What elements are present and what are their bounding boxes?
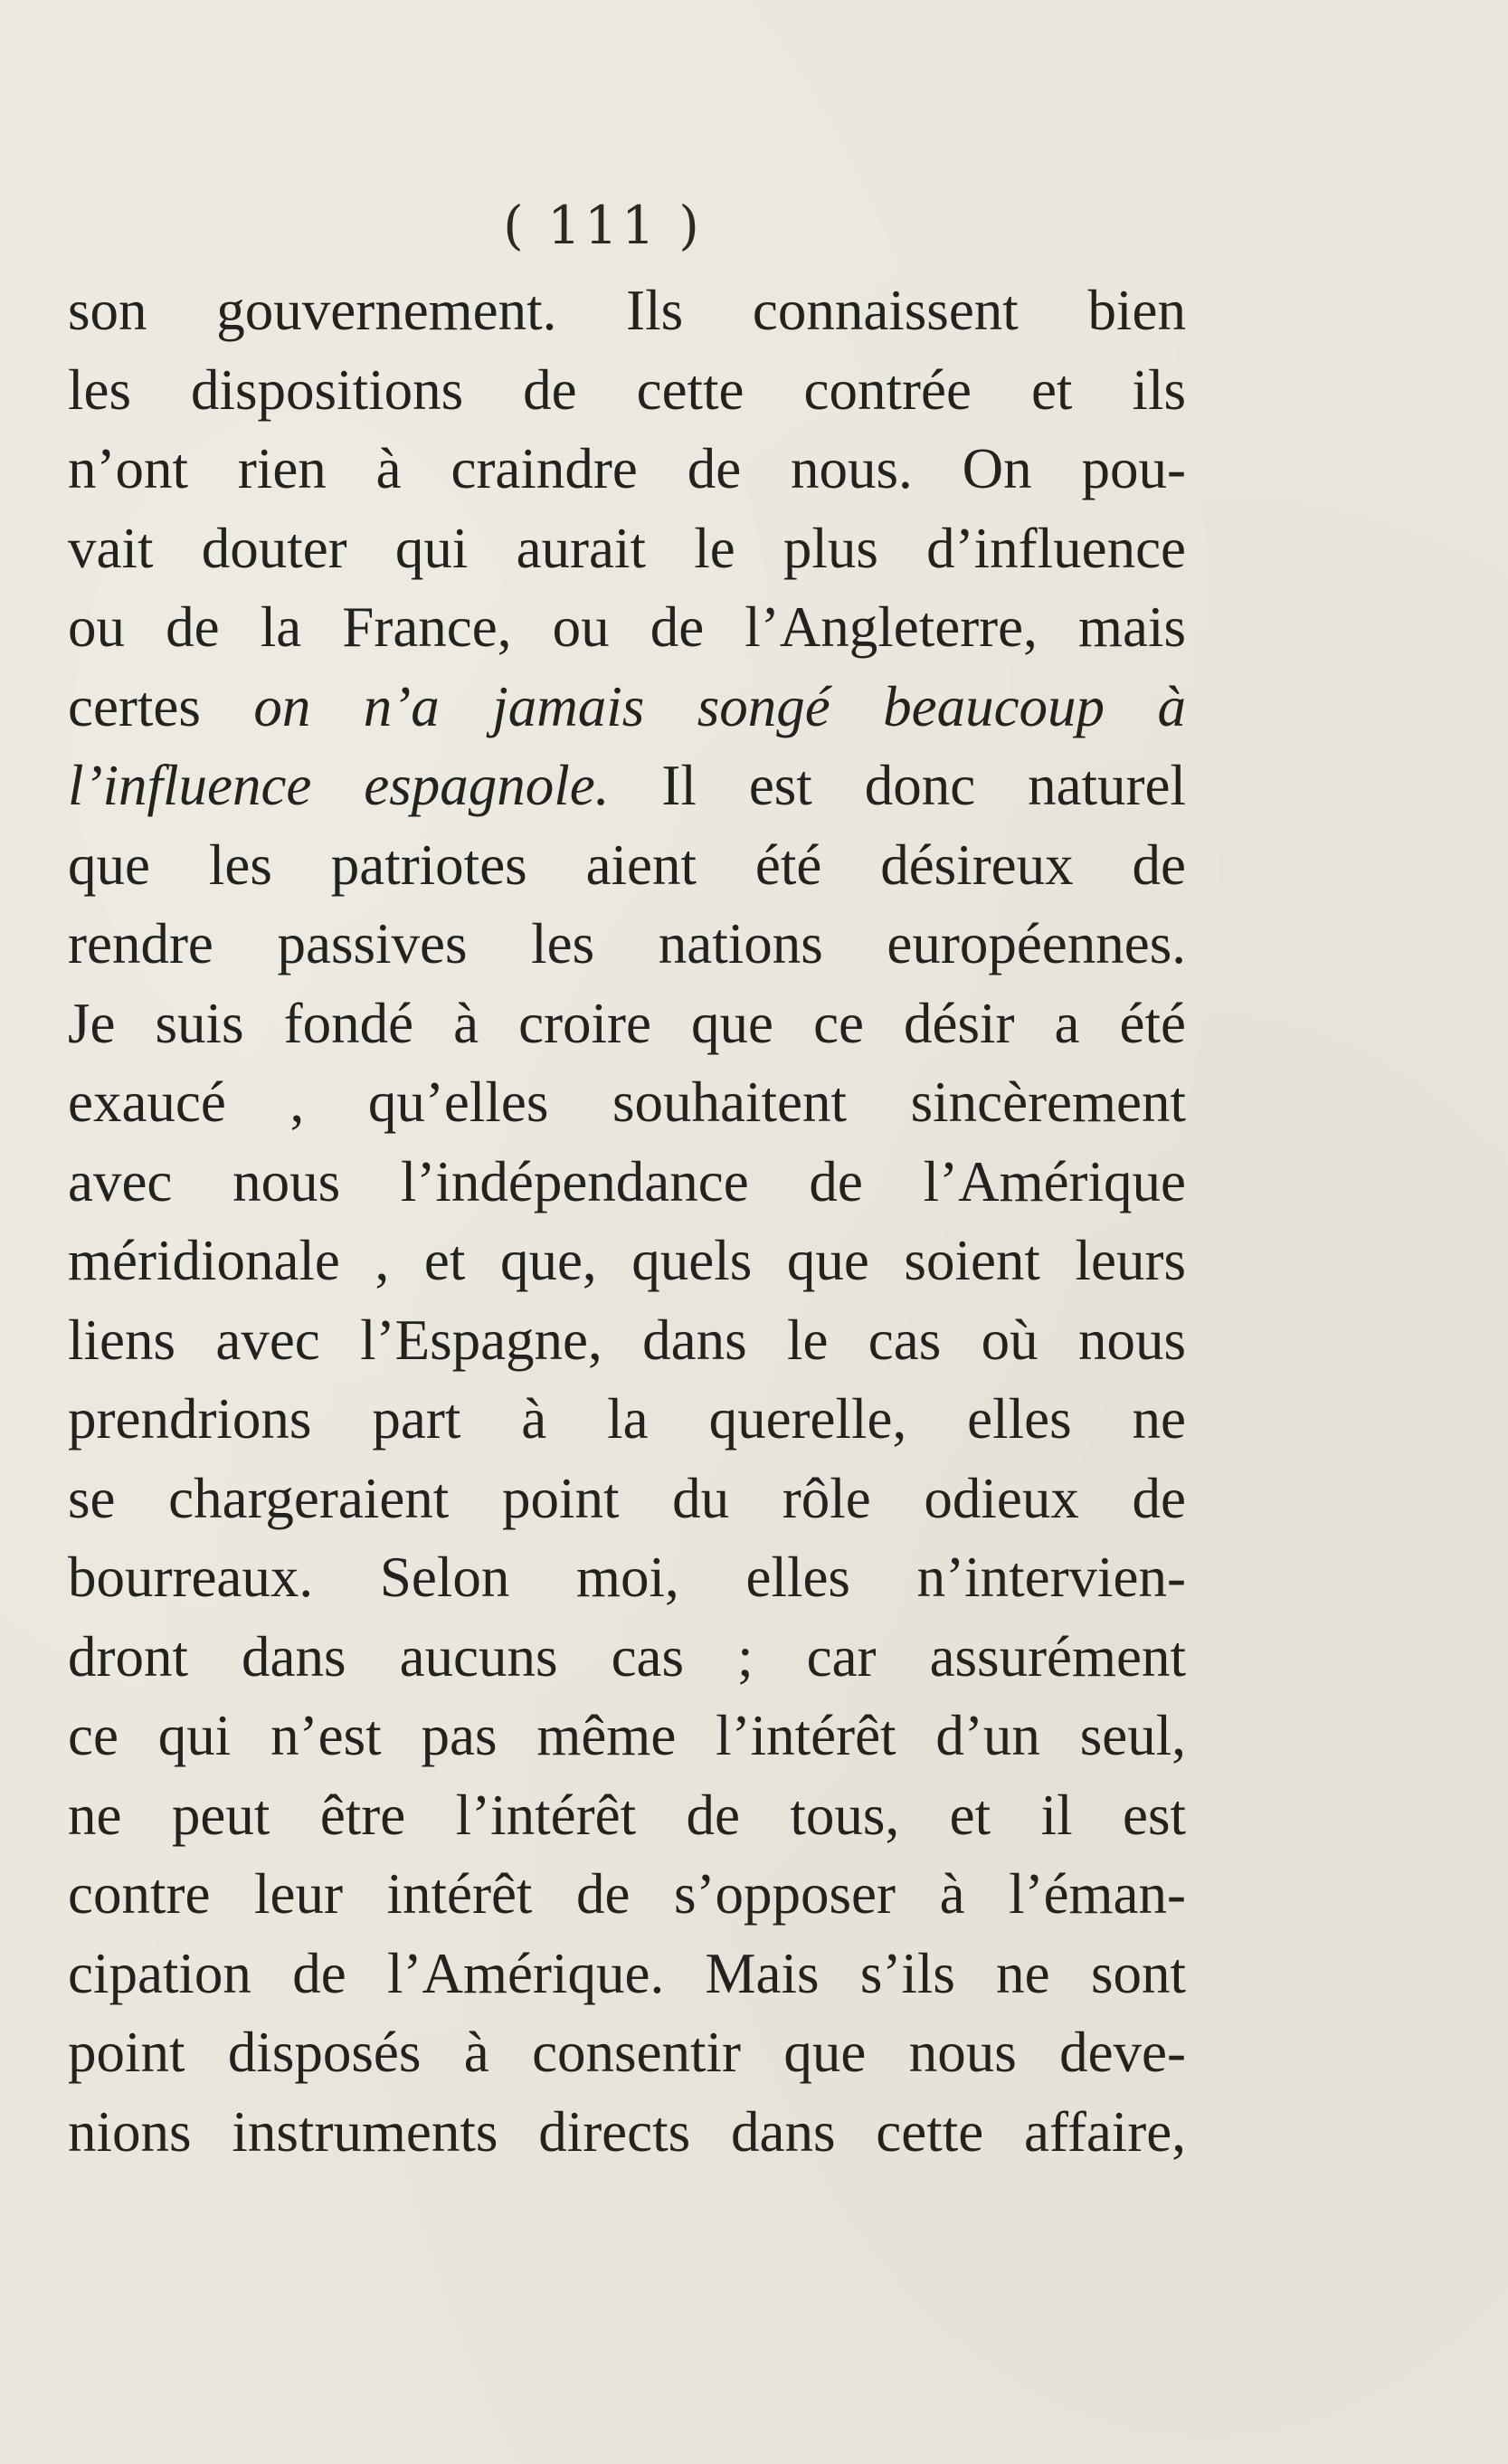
text-line: ou de la France, ou de l’Angleterre, mais bbox=[68, 595, 1186, 659]
text-line: méridionale , et que, quels que soient leurs bbox=[68, 1229, 1186, 1292]
text-line: cipation de l’Amérique. Mais s’ils ne sont bbox=[68, 1941, 1186, 2005]
text-line: liens avec l’Espagne, dans le cas où nous bbox=[68, 1308, 1186, 1372]
text-line: son gouvernement. Ils connaissent bien bbox=[68, 279, 1186, 342]
text-line: vait douter qui aurait le plus d’influence bbox=[68, 516, 1186, 580]
text-line: que les patriotes aient été désireux de bbox=[68, 832, 1186, 897]
text-line: contre leur intérêt de s’opposer à l’éman- bbox=[68, 1862, 1186, 1926]
text-line: avec nous l’indépendance de l’Amérique bbox=[68, 1149, 1186, 1213]
body-text bbox=[68, 271, 1186, 2172]
text-line: bourreaux. Selon moi, elles n’intervien- bbox=[68, 1546, 1186, 1609]
text-line: se chargeraient point du rôle odieux de bbox=[68, 1466, 1186, 1530]
text-line: Je suis fondé à croire que ce désir a été bbox=[68, 991, 1186, 1055]
text-line: n’ont rien à craindre de nous. On pou- bbox=[68, 437, 1186, 500]
italic-phrase: l’influence espagnole. bbox=[68, 754, 610, 817]
italic-phrase: on n’a jamais songé beaucoup à bbox=[253, 674, 1187, 738]
text-line: rendre passives les nations européennes. bbox=[68, 912, 1186, 975]
text-line: l’influence espagnole. Il est donc naturel bbox=[68, 754, 1187, 817]
text-line: dront dans aucuns cas ; car assurément bbox=[68, 1624, 1186, 1689]
text-line: ce qui n’est pas même l’intérêt d’un seul, bbox=[68, 1704, 1186, 1767]
text-line: certes on n’a jamais songé beaucoup à bbox=[68, 674, 1187, 738]
text-line: exaucé , qu’elles souhaitent sincèrement bbox=[68, 1070, 1186, 1134]
text-line: point disposés à consentir que nous deve- bbox=[68, 2021, 1186, 2084]
text-line: nions instruments directs dans cette affaire, bbox=[68, 2099, 1186, 2164]
text-line: ne peut être l’intérêt de tous, et il est bbox=[68, 1783, 1186, 1847]
page-number: ( 111 ) bbox=[503, 195, 703, 256]
text-line: les dispositions de cette contrée et ils bbox=[68, 357, 1186, 422]
text-line: prendrions part à la querelle, elles ne bbox=[68, 1387, 1186, 1451]
